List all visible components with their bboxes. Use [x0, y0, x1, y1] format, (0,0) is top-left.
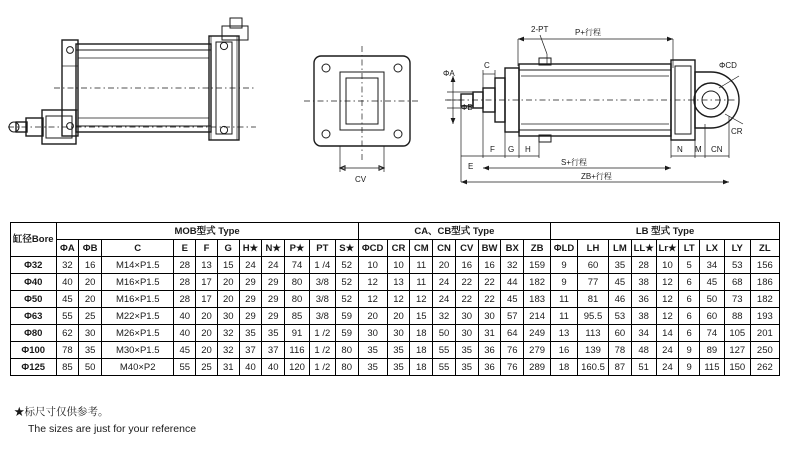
cell-value: 1 /4 — [309, 257, 335, 274]
cell-value: 22 — [478, 291, 501, 308]
cell-value: 183 — [524, 291, 551, 308]
cell-value: 40 — [262, 359, 285, 376]
cell-value: 18 — [410, 325, 433, 342]
cell-value: 10 — [656, 257, 679, 274]
callout-h: H — [525, 145, 531, 154]
table-group-header-row — [11, 223, 780, 240]
cell-value: 76 — [501, 342, 524, 359]
cell-value: 32 — [501, 257, 524, 274]
cell-value: 57 — [501, 308, 524, 325]
cell-value: 9 — [679, 342, 700, 359]
cell-value: 160.5 — [577, 359, 608, 376]
cell-value: 77 — [577, 274, 608, 291]
cell-value: 60 — [609, 325, 632, 342]
cell-value: 24 — [433, 291, 456, 308]
header-col-2: ΦB — [79, 240, 102, 257]
cell-value: M16×P1.5 — [102, 291, 174, 308]
cell-value: 20 — [196, 308, 218, 325]
cell-value: 40 — [174, 325, 196, 342]
cell-value: 18 — [410, 342, 433, 359]
cell-value: 25 — [196, 359, 218, 376]
cell-value: 95.5 — [577, 308, 608, 325]
cell-value: 10 — [387, 257, 410, 274]
cell-value: 12 — [656, 274, 679, 291]
cell-value: 6 — [679, 274, 700, 291]
cell-value: 12 — [656, 291, 679, 308]
cell-bore: Φ50 — [11, 291, 57, 308]
cell-value: 45 — [700, 274, 725, 291]
cell-value: 29 — [262, 291, 285, 308]
cell-value: 59 — [335, 308, 358, 325]
cell-value: 20 — [387, 308, 410, 325]
table-row — [11, 274, 780, 291]
header-col-17: BW — [478, 240, 501, 257]
cell-value: 159 — [524, 257, 551, 274]
cell-value: 74 — [700, 325, 725, 342]
cell-value: 31 — [217, 359, 239, 376]
cell-value: M26×P1.5 — [102, 325, 174, 342]
header-col-24: Lr★ — [656, 240, 679, 257]
table-row — [11, 308, 780, 325]
cell-value: 16 — [455, 257, 478, 274]
cell-value: 28 — [174, 291, 196, 308]
group-header-mob: MOB型式 Type — [56, 223, 358, 240]
figure-flange-view — [296, 20, 446, 210]
cell-value: 16 — [551, 342, 578, 359]
cell-value: 74 — [285, 257, 310, 274]
cell-value: 28 — [174, 274, 196, 291]
cell-value: 35 — [358, 342, 387, 359]
cell-value: M16×P1.5 — [102, 274, 174, 291]
cell-value: M14×P1.5 — [102, 257, 174, 274]
cell-value: 36 — [631, 291, 656, 308]
cell-value: 45 — [501, 291, 524, 308]
cell-value: 11 — [551, 291, 578, 308]
cell-value: 105 — [724, 325, 750, 342]
cell-value: 1 /2 — [309, 342, 335, 359]
cell-value: 156 — [750, 257, 779, 274]
cell-value: 29 — [262, 308, 285, 325]
cell-value: 13 — [551, 325, 578, 342]
cell-value: 127 — [724, 342, 750, 359]
cell-value: 113 — [577, 325, 608, 342]
cell-value: 50 — [700, 291, 725, 308]
cell-value: 6 — [679, 325, 700, 342]
cell-value: 31 — [478, 325, 501, 342]
cell-value: 12 — [410, 291, 433, 308]
cell-value: 12 — [656, 308, 679, 325]
cell-value: 40 — [56, 274, 79, 291]
cell-value: 59 — [335, 325, 358, 342]
cell-value: 20 — [358, 308, 387, 325]
cell-value: 53 — [724, 257, 750, 274]
header-col-21: LH — [577, 240, 608, 257]
cell-value: 35 — [387, 342, 410, 359]
cell-value: 18 — [410, 359, 433, 376]
cell-value: 35 — [239, 325, 262, 342]
cell-value: 29 — [239, 274, 262, 291]
cell-value: 30 — [217, 308, 239, 325]
cell-value: 20 — [217, 274, 239, 291]
header-col-1: ΦA — [56, 240, 79, 257]
cell-value: 68 — [724, 274, 750, 291]
cell-value: 1 /2 — [309, 359, 335, 376]
cell-value: 52 — [335, 291, 358, 308]
cell-value: 182 — [524, 274, 551, 291]
cell-value: 279 — [524, 342, 551, 359]
cell-value: 89 — [700, 342, 725, 359]
cell-value: 52 — [335, 257, 358, 274]
cell-value: 10 — [358, 257, 387, 274]
cell-value: 32 — [433, 308, 456, 325]
callout-phi-b: ΦB — [461, 103, 473, 112]
table-column-header-row — [11, 240, 780, 257]
header-col-22: LM — [609, 240, 632, 257]
cell-value: 9 — [551, 274, 578, 291]
callout-e: E — [468, 162, 474, 171]
cell-value: 80 — [335, 359, 358, 376]
cell-value: 36 — [478, 359, 501, 376]
cell-value: 9 — [551, 257, 578, 274]
cell-value: 186 — [750, 274, 779, 291]
cell-value: M22×P1.5 — [102, 308, 174, 325]
cell-value: 17 — [196, 274, 218, 291]
cell-value: 182 — [750, 291, 779, 308]
cell-value: 5 — [679, 257, 700, 274]
callout-m: M — [695, 145, 702, 154]
cell-value: 37 — [262, 342, 285, 359]
cell-value: 55 — [433, 342, 456, 359]
cell-value: 24 — [656, 342, 679, 359]
cell-value: 150 — [724, 359, 750, 376]
cell-value: 6 — [679, 291, 700, 308]
cell-value: 34 — [631, 325, 656, 342]
cell-value: 3/8 — [309, 308, 335, 325]
header-col-18: BX — [501, 240, 524, 257]
cell-value: 30 — [79, 325, 102, 342]
cell-value: 30 — [455, 308, 478, 325]
cell-value: 13 — [196, 257, 218, 274]
cell-value: 55 — [433, 359, 456, 376]
cell-value: 25 — [79, 308, 102, 325]
cell-value: 85 — [285, 308, 310, 325]
cell-value: 55 — [174, 359, 196, 376]
cell-value: 76 — [501, 359, 524, 376]
header-bore: 缸径Bore — [11, 223, 57, 257]
cell-value: 35 — [358, 359, 387, 376]
header-col-6: G — [217, 240, 239, 257]
cell-value: 262 — [750, 359, 779, 376]
cell-value: 30 — [387, 325, 410, 342]
callout-cr: CR — [731, 127, 743, 136]
cell-bore: Φ40 — [11, 274, 57, 291]
cell-value: 24 — [656, 359, 679, 376]
cell-value: 120 — [285, 359, 310, 376]
cell-value: 80 — [285, 274, 310, 291]
cell-value: 20 — [196, 325, 218, 342]
cell-value: 20 — [217, 291, 239, 308]
cell-value: 45 — [174, 342, 196, 359]
cell-value: 46 — [609, 291, 632, 308]
callout-f: F — [490, 145, 495, 154]
cell-value: 80 — [335, 342, 358, 359]
table-row — [11, 257, 780, 274]
cell-value: 289 — [524, 359, 551, 376]
cell-value: 15 — [217, 257, 239, 274]
cell-value: 30 — [478, 308, 501, 325]
cell-value: 50 — [79, 359, 102, 376]
cell-value: 29 — [262, 274, 285, 291]
cell-value: 34 — [700, 257, 725, 274]
drawings-area — [0, 0, 790, 206]
cell-value: 30 — [358, 325, 387, 342]
spec-table — [10, 222, 780, 376]
cell-value: 17 — [196, 291, 218, 308]
cell-value: 85 — [56, 359, 79, 376]
cell-value: 29 — [239, 291, 262, 308]
cell-value: 32 — [217, 325, 239, 342]
table-row — [11, 325, 780, 342]
cell-value: 64 — [501, 325, 524, 342]
footnote — [14, 404, 196, 438]
cell-value: 29 — [239, 308, 262, 325]
figure-side-view — [6, 6, 296, 206]
cell-value: 249 — [524, 325, 551, 342]
cell-value: 51 — [631, 359, 656, 376]
cell-value: M40×P2 — [102, 359, 174, 376]
callout-cv: CV — [355, 175, 367, 184]
cell-value: 139 — [577, 342, 608, 359]
cell-value: 44 — [501, 274, 524, 291]
header-col-16: CV — [455, 240, 478, 257]
cell-value: 3/8 — [309, 291, 335, 308]
callout-p-stroke: P+行程 — [575, 28, 602, 37]
cell-value: 81 — [577, 291, 608, 308]
cell-value: 22 — [455, 274, 478, 291]
cell-value: 22 — [455, 291, 478, 308]
cell-value: 80 — [285, 291, 310, 308]
cell-value: 78 — [609, 342, 632, 359]
cell-value: 16 — [478, 257, 501, 274]
cell-value: 36 — [478, 342, 501, 359]
header-col-20: ΦLD — [551, 240, 578, 257]
cell-value: 20 — [433, 257, 456, 274]
cell-value: 30 — [455, 325, 478, 342]
cell-value: 35 — [455, 359, 478, 376]
spec-table-body — [11, 257, 780, 376]
cell-value: 18 — [551, 359, 578, 376]
header-col-14: CM — [410, 240, 433, 257]
cell-value: 15 — [410, 308, 433, 325]
cell-value: 35 — [79, 342, 102, 359]
cell-value: 35 — [262, 325, 285, 342]
group-header-ca-cb: CA、CB型式 Type — [358, 223, 550, 240]
cell-value: 115 — [700, 359, 725, 376]
callout-n: N — [677, 145, 683, 154]
footnote-line-en: The sizes are just for your reference — [28, 423, 197, 435]
cell-value: 201 — [750, 325, 779, 342]
header-col-13: CR — [387, 240, 410, 257]
callout-s-stroke: S+行程 — [561, 158, 588, 167]
cell-value: 35 — [387, 359, 410, 376]
header-col-4: E — [174, 240, 196, 257]
cell-value: 32 — [56, 257, 79, 274]
spec-table-wrapper — [10, 222, 780, 376]
callout-phi-cd: ΦCD — [719, 61, 737, 70]
table-row — [11, 291, 780, 308]
cell-value: 9 — [679, 359, 700, 376]
callout-g: G — [508, 145, 515, 154]
cell-value: 16 — [79, 257, 102, 274]
cell-value: 11 — [410, 274, 433, 291]
cell-bore: Φ100 — [11, 342, 57, 359]
cell-bore: Φ125 — [11, 359, 57, 376]
cell-value: 193 — [750, 308, 779, 325]
cell-value: 28 — [631, 257, 656, 274]
cell-value: 214 — [524, 308, 551, 325]
cell-value: 53 — [609, 308, 632, 325]
cell-value: 12 — [358, 274, 387, 291]
figure-dimension-drawing — [443, 6, 788, 206]
cell-value: 13 — [387, 274, 410, 291]
cell-value: 11 — [410, 257, 433, 274]
cell-value: 50 — [433, 325, 456, 342]
cell-value: 60 — [577, 257, 608, 274]
cell-bore: Φ32 — [11, 257, 57, 274]
cell-value: 3/8 — [309, 274, 335, 291]
cell-value: 12 — [358, 291, 387, 308]
cell-value: 73 — [724, 291, 750, 308]
cell-value: 87 — [609, 359, 632, 376]
group-header-lb: LB 型式 Type — [551, 223, 780, 240]
cell-bore: Φ80 — [11, 325, 57, 342]
header-col-27: LY — [724, 240, 750, 257]
table-row — [11, 342, 780, 359]
cell-value: 45 — [56, 291, 79, 308]
header-col-26: LX — [700, 240, 725, 257]
cell-value: 28 — [174, 257, 196, 274]
cell-value: 250 — [750, 342, 779, 359]
header-col-28: ZL — [750, 240, 779, 257]
cell-value: 24 — [239, 257, 262, 274]
cell-value: 91 — [285, 325, 310, 342]
header-col-8: N★ — [262, 240, 285, 257]
cell-value: 35 — [455, 342, 478, 359]
header-col-23: LL★ — [631, 240, 656, 257]
footnote-line-cn: ★标尺寸仅供参考。 — [14, 406, 109, 418]
callout-2pt: 2-PT — [531, 25, 549, 34]
cell-value: 62 — [56, 325, 79, 342]
cell-value: 78 — [56, 342, 79, 359]
callout-zb-stroke: ZB+行程 — [581, 172, 612, 181]
cell-value: 11 — [551, 308, 578, 325]
header-col-19: ZB — [524, 240, 551, 257]
cell-value: 32 — [217, 342, 239, 359]
callout-phi-a: ΦA — [443, 69, 455, 78]
cell-value: 12 — [387, 291, 410, 308]
header-col-11: S★ — [335, 240, 358, 257]
header-col-12: ΦCD — [358, 240, 387, 257]
cell-value: 35 — [609, 257, 632, 274]
header-col-10: PT — [309, 240, 335, 257]
cell-value: 116 — [285, 342, 310, 359]
cell-value: 48 — [631, 342, 656, 359]
header-col-15: CN — [433, 240, 456, 257]
cell-value: 45 — [609, 274, 632, 291]
cell-value: 38 — [631, 274, 656, 291]
header-col-5: F — [196, 240, 218, 257]
cell-value: 55 — [56, 308, 79, 325]
header-col-25: LT — [679, 240, 700, 257]
cell-value: 37 — [239, 342, 262, 359]
cell-value: 60 — [700, 308, 725, 325]
cell-value: 6 — [679, 308, 700, 325]
cell-value: 40 — [174, 308, 196, 325]
cell-value: 1 /2 — [309, 325, 335, 342]
cell-value: 88 — [724, 308, 750, 325]
cell-value: 20 — [79, 274, 102, 291]
cell-value: 14 — [656, 325, 679, 342]
cell-value: 20 — [79, 291, 102, 308]
cell-value: 38 — [631, 308, 656, 325]
header-col-9: P★ — [285, 240, 310, 257]
cell-value: 24 — [433, 274, 456, 291]
cell-bore: Φ63 — [11, 308, 57, 325]
cell-value: 52 — [335, 274, 358, 291]
header-col-3: C — [102, 240, 174, 257]
callout-c: C — [484, 61, 490, 70]
table-row — [11, 359, 780, 376]
callout-cn: CN — [711, 145, 723, 154]
cell-value: M30×P1.5 — [102, 342, 174, 359]
cell-value: 24 — [262, 257, 285, 274]
header-col-7: H★ — [239, 240, 262, 257]
cell-value: 22 — [478, 274, 501, 291]
cell-value: 20 — [196, 342, 218, 359]
cell-value: 40 — [239, 359, 262, 376]
